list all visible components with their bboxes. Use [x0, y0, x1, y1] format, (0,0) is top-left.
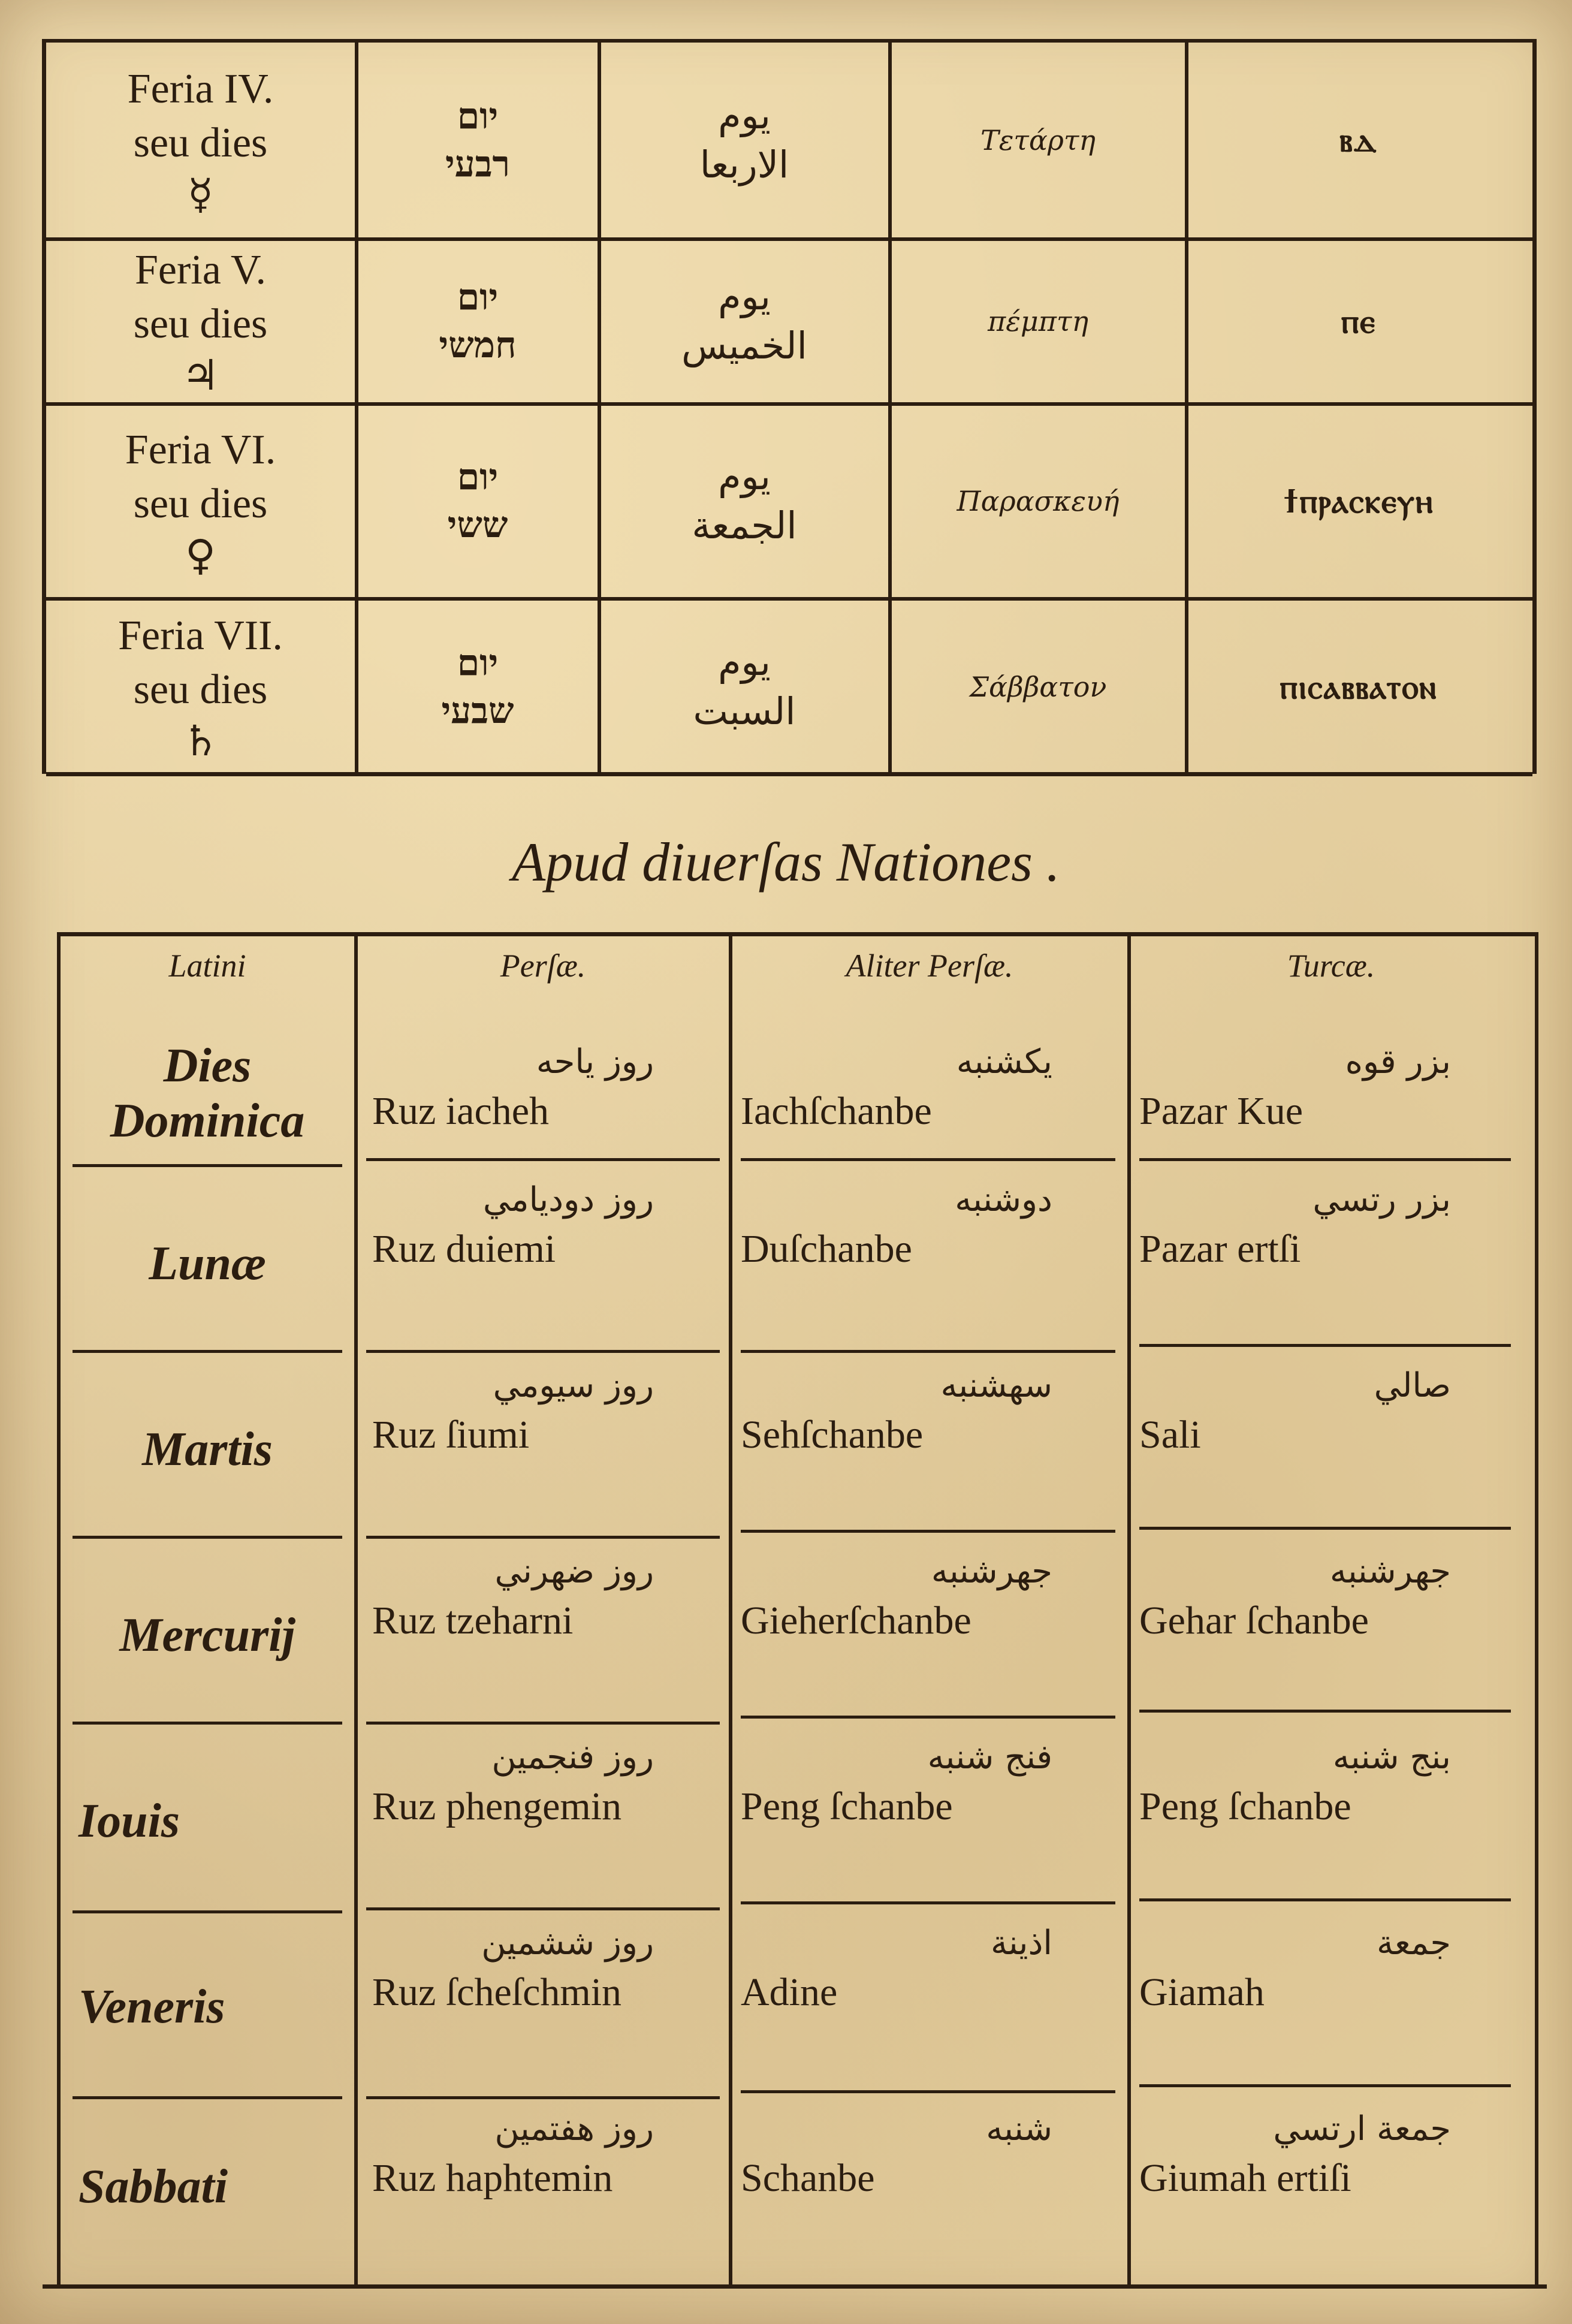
feria-sublabel: seu dies: [133, 481, 268, 527]
column-header-turcae: Turcæ.: [1287, 948, 1375, 984]
persae-entry: [372, 1362, 726, 1460]
row-rule: [366, 1158, 720, 1161]
persae-transliteration: Ruz phengemin: [372, 1785, 622, 1828]
persae-arabic: روز ياحه: [536, 1042, 654, 1081]
arabic-text: يوم: [718, 93, 771, 137]
turcae-arabic: بزر قوه: [1345, 1042, 1451, 1081]
feria-sublabel: seu dies: [133, 301, 268, 347]
latin-day-name: Lunæ: [149, 1237, 266, 1290]
persae-arabic: روز فنجمين: [491, 1738, 654, 1777]
row-rule: [73, 1536, 342, 1539]
column-rule: [354, 936, 358, 2285]
row-rule: [741, 1350, 1115, 1353]
aliter-persae-entry: [741, 1038, 1124, 1137]
hebrew-cell: [358, 405, 598, 597]
greek-cell: [891, 43, 1185, 237]
hebrew-cell: [358, 43, 598, 237]
arabic-text: يوم: [718, 275, 771, 318]
aliter-persae-entry: [741, 2105, 1124, 2204]
latin-day-name: Sabbati: [79, 2160, 228, 2213]
row-rule: [1139, 1158, 1511, 1161]
persae-entry: [372, 1038, 726, 1137]
turcae-arabic: بزر رتسي: [1312, 1180, 1451, 1219]
column-header-aliter-persae: Aliter Perſæ.: [846, 948, 1013, 984]
latin-day-name: Mercurij: [119, 1609, 295, 1662]
row-rule: [366, 1350, 720, 1353]
turcae-transliteration: Pazar ertſi: [1139, 1227, 1301, 1271]
row-rule: [1139, 1898, 1511, 1901]
persae-arabic: روز دوديامي: [482, 1180, 654, 1219]
feria-cell: [46, 43, 355, 237]
aliter-transliteration: Iachſchanbe: [741, 1089, 932, 1133]
greek-cell: [891, 600, 1185, 774]
aliter-transliteration: Gieherſchanbe: [741, 1599, 971, 1642]
row-rule: [741, 1530, 1115, 1533]
saturn-symbol-icon: ♄: [182, 716, 219, 765]
aliter-arabic: سهشنبه: [940, 1366, 1052, 1405]
feria-label: Feria IV.: [127, 65, 274, 112]
aliter-transliteration: Peng ſchanbe: [741, 1785, 953, 1828]
row-rule: [73, 1350, 342, 1353]
persae-entry: [372, 1734, 726, 1832]
turcae-transliteration: Peng ſchanbe: [1139, 1785, 1351, 1828]
row-rule: [366, 1722, 720, 1725]
feria-cell: [46, 405, 355, 597]
persae-entry: [372, 1176, 726, 1274]
row-rule: [73, 1722, 342, 1725]
aliter-transliteration: Adine: [741, 1970, 838, 2014]
row-rule: [1139, 1344, 1511, 1347]
turcae-arabic: صالي: [1374, 1366, 1451, 1405]
greek-cell: [891, 405, 1185, 597]
turcae-entry: [1139, 1176, 1523, 1274]
turcae-arabic: جمعة ارتسي: [1273, 2109, 1451, 2148]
turcae-entry: [1139, 1038, 1523, 1137]
arabic-cell: [601, 43, 888, 237]
latin-day-line: Dominica: [110, 1095, 305, 1147]
feria-sublabel: seu dies: [133, 119, 268, 166]
coptic-text: ⲃⲇ: [1339, 120, 1378, 159]
row-rule: [741, 1716, 1115, 1719]
persae-transliteration: Ruz tzeharni: [372, 1599, 574, 1642]
latin-day-name: Martis: [142, 1423, 273, 1476]
feria-cell: [46, 240, 355, 402]
aliter-transliteration: Sehſchanbe: [741, 1413, 924, 1457]
turcae-entry: [1139, 2105, 1523, 2204]
hebrew-text: יום: [457, 456, 499, 498]
persae-transliteration: Ruz ſcheſchmin: [372, 1970, 622, 2014]
aliter-arabic: اذينة: [990, 1924, 1052, 1963]
row-rule: [1139, 2084, 1511, 2087]
aliter-arabic: جهرشنبه: [931, 1552, 1052, 1591]
feria-sublabel: seu dies: [133, 667, 268, 713]
latin-day-line: Dies: [163, 1039, 252, 1092]
row-rule: [741, 1901, 1115, 1904]
turcae-entry: [1139, 1919, 1523, 2018]
aliter-arabic: فنج شنبه: [927, 1738, 1052, 1777]
greek-cell: [891, 240, 1185, 402]
coptic-text: ⲡⲉ: [1341, 301, 1377, 341]
hebrew-text: ששי: [447, 504, 508, 546]
turcae-entry: [1139, 1734, 1523, 1832]
greek-text: Παρασκευή: [957, 485, 1120, 517]
arabic-text: يوم: [718, 454, 771, 498]
coptic-cell: [1188, 600, 1529, 774]
persae-arabic: روز ضهرني: [494, 1552, 654, 1591]
hebrew-text: שבעי: [441, 690, 514, 732]
row-rule: [1139, 1710, 1511, 1713]
aliter-arabic: دوشنبه: [955, 1180, 1052, 1219]
hebrew-text: רבעי: [445, 143, 511, 185]
column-header-persae: Perſæ.: [500, 948, 586, 984]
persae-transliteration: Ruz ſiumi: [372, 1413, 530, 1457]
arabic-text: الخميس: [681, 324, 807, 367]
weekday-names-table-nations: [57, 932, 1538, 2285]
turcae-arabic: بنج شنبه: [1332, 1738, 1451, 1777]
arabic-cell: [601, 240, 888, 402]
coptic-text: ϯⲡⲣⲁⲥⲕⲉⲩⲏ: [1283, 481, 1434, 521]
row-rule: [741, 1158, 1115, 1161]
feria-label: Feria V.: [134, 247, 267, 293]
persae-arabic: روز ششمين: [481, 1924, 654, 1963]
arabic-text: الجمعة: [692, 504, 797, 547]
column-rule: [729, 936, 732, 2285]
column-header-latini: Latini: [168, 948, 246, 984]
greek-text: Τετάρτη: [980, 123, 1096, 156]
persae-transliteration: Ruz duiemi: [372, 1227, 556, 1271]
feria-label: Feria VII.: [118, 613, 283, 659]
aliter-persae-entry: [741, 1548, 1124, 1646]
table-bottom-rule: [43, 2284, 1547, 2289]
greek-text: πέμπτη: [987, 305, 1089, 337]
latin-day-name: Iouis: [79, 1795, 180, 1847]
coptic-cell: [1188, 240, 1529, 402]
row-rule: [73, 1910, 342, 1913]
jupiter-symbol-icon: ♃: [182, 351, 219, 400]
row-rule: [73, 2096, 342, 2099]
row-rule: [366, 1536, 720, 1539]
row-rule: [741, 2090, 1115, 2093]
aliter-persae-entry: [741, 1362, 1124, 1460]
feria-cell: [46, 600, 355, 774]
arabic-text: يوم: [718, 640, 771, 684]
persae-transliteration: Ruz iacheh: [372, 1089, 550, 1133]
turcae-transliteration: Pazar Kue: [1139, 1089, 1304, 1133]
section-heading: Apud diuerſas Nationes .: [512, 831, 1060, 893]
row-rule: [73, 1164, 342, 1167]
latin-day-name: [67, 1038, 348, 1149]
coptic-cell: [1188, 405, 1529, 597]
hebrew-text: יום: [457, 95, 499, 137]
hebrew-text: חמשי: [439, 324, 517, 366]
turcae-entry: [1139, 1548, 1523, 1646]
row-rule: [366, 1907, 720, 1910]
column-rule: [1127, 936, 1131, 2285]
hebrew-cell: [358, 600, 598, 774]
aliter-arabic: شنبه: [986, 2109, 1052, 2148]
aliter-persae-entry: [741, 1734, 1124, 1832]
aliter-arabic: يكشنبه: [956, 1042, 1052, 1081]
persae-entry: [372, 1548, 726, 1646]
persae-entry: [372, 1919, 726, 2018]
arabic-text: الاربعا: [699, 142, 789, 186]
turcae-arabic: جهرشنبه: [1329, 1552, 1451, 1591]
aliter-transliteration: Schanbe: [741, 2156, 875, 2200]
hebrew-cell: [358, 240, 598, 402]
coptic-cell: [1188, 43, 1529, 237]
aliter-persae-entry: [741, 1919, 1124, 2018]
turcae-transliteration: Gehar ſchanbe: [1139, 1599, 1369, 1642]
persae-transliteration: Ruz haphtemin: [372, 2156, 613, 2200]
arabic-cell: [601, 405, 888, 597]
feria-label: Feria VI.: [125, 427, 276, 473]
turcae-entry: [1139, 1362, 1523, 1460]
coptic-text: ⲡⲓⲥⲁⲃⲃⲁⲧⲟⲛ: [1280, 667, 1438, 707]
venus-symbol-icon: ♀: [185, 530, 216, 580]
aliter-transliteration: Duſchanbe: [741, 1227, 912, 1271]
hebrew-text: יום: [457, 642, 499, 684]
greek-text: Σάββατον: [969, 671, 1107, 703]
weekday-names-table-ancient: [42, 39, 1537, 774]
turcae-transliteration: Giumah ertiſi: [1139, 2156, 1351, 2200]
persae-arabic: روز سيومي: [493, 1366, 654, 1405]
arabic-text: السبت: [693, 689, 796, 733]
persae-entry: [372, 2105, 726, 2204]
arabic-cell: [601, 600, 888, 774]
mercury-symbol-icon: ☿: [188, 169, 213, 219]
turcae-transliteration: Giamah: [1139, 1970, 1265, 2014]
turcae-arabic: جمعة: [1376, 1924, 1451, 1963]
hebrew-text: יום: [457, 276, 499, 318]
aliter-persae-entry: [741, 1176, 1124, 1274]
turcae-transliteration: Sali: [1139, 1413, 1201, 1457]
latin-day-name: Veneris: [79, 1981, 225, 2033]
row-rule: [366, 2096, 720, 2099]
row-rule: [1139, 1527, 1511, 1530]
persae-arabic: روز هفتمين: [494, 2109, 654, 2148]
